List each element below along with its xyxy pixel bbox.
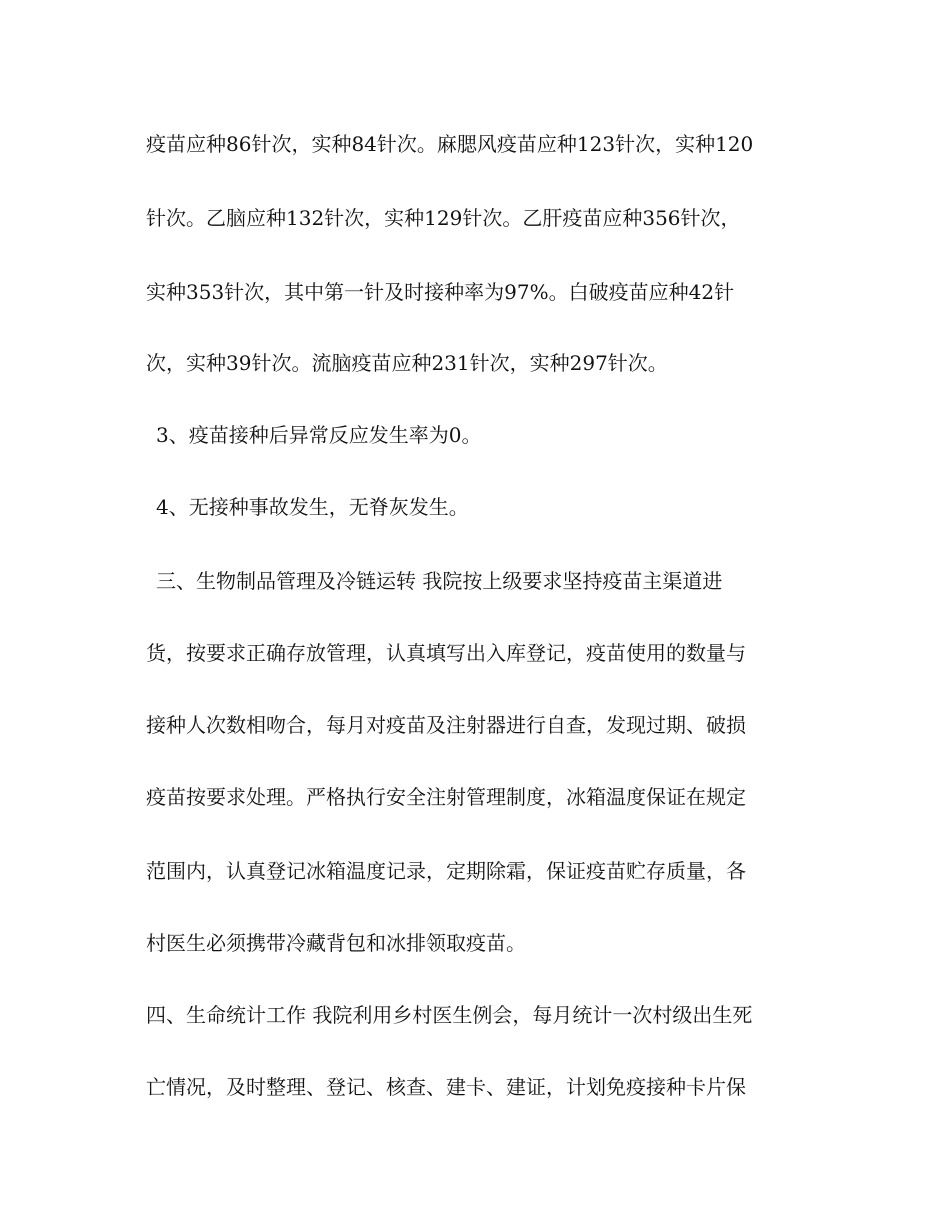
text-line: 接种人次数相吻合，每月对疫苗及注射器进行自查，发现过期、破损: [146, 713, 746, 737]
text-line: 范围内，认真登记冰箱温度记录，定期除霜，保证疫苗贮存质量，各: [146, 859, 746, 883]
text-line: 疫苗应种86针次，实种84针次。麻腮风疫苗应种123针次，实种120: [146, 132, 754, 156]
text-line: 次，实种39针次。流脑疫苗应种231针次，实种297针次。: [146, 351, 668, 375]
text-line: 货，按要求正确存放管理，认真填写出入库登记，疫苗使用的数量与: [146, 641, 746, 665]
text-line: 实种353针次，其中第一针及时接种率为97%。白破疫苗应种42针: [146, 280, 735, 304]
list-item-3: 3、疫苗接种后异常反应发生率为0。: [156, 423, 482, 447]
list-item-4: 4、无接种事故发生，无脊灰发生。: [156, 495, 469, 519]
text-line: 亡情况，及时整理、登记、核查、建卡、建证，计划免疫接种卡片保: [146, 1075, 746, 1099]
section-heading-3: 三、生物制品管理及冷链运转 我院按上级要求坚持疫苗主渠道进: [156, 569, 723, 593]
text-line: 村医生必须携带冷藏背包和冰排领取疫苗。: [146, 931, 526, 955]
text-line: 疫苗按要求处理。严格执行安全注射管理制度，冰箱温度保证在规定: [146, 785, 746, 809]
text-line: 针次。乙脑应种132针次，实种129针次。乙肝疫苗应种356针次，: [146, 206, 741, 230]
section-heading-4: 四、生命统计工作 我院利用乡村医生例会，每月统计一次村级出生死: [146, 1003, 753, 1027]
